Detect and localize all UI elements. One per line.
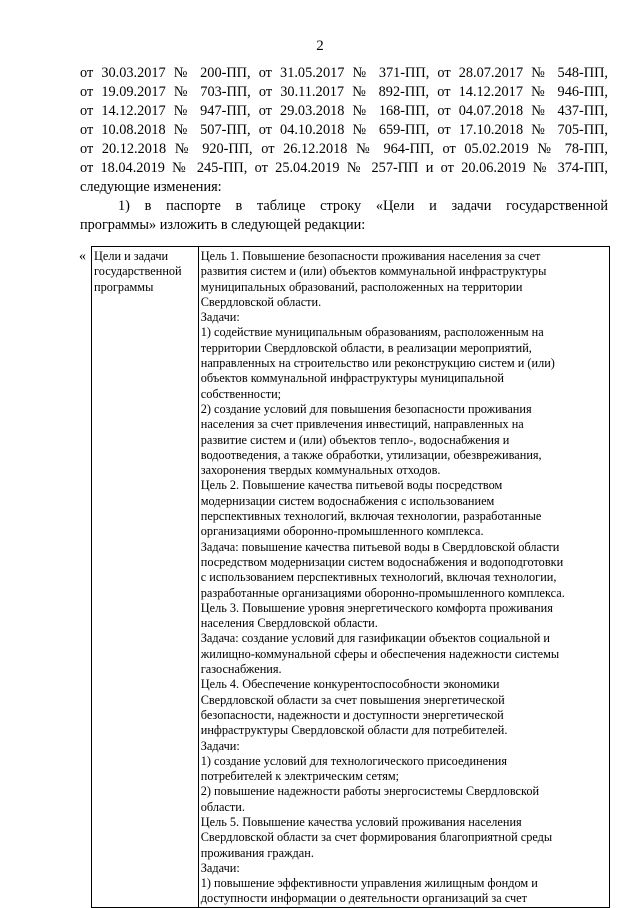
- content-line: развития систем и (или) объектов коммунальной инфраструктуры: [200, 264, 547, 279]
- row-header-line: Цели и задачи: [94, 249, 169, 263]
- content-line: объектов коммунальной инфраструктуры муниципальной: [200, 371, 504, 386]
- intro-line: следующие изменения:: [80, 179, 222, 195]
- content-line: проживания граждан.: [200, 845, 314, 860]
- content-line: Цель 5. Повышение качества условий проживания населения: [200, 814, 522, 829]
- content-line: Свердловской области за счет повышения энергетической: [200, 692, 505, 707]
- content-line: 2) создание условий для повышения безопасности проживания: [200, 401, 532, 416]
- content-line: Цель 1. Повышение безопасности проживания населения за счет: [200, 249, 541, 263]
- content-line: собственности;: [200, 386, 282, 401]
- content-line: Цель 4. Обеспечение конкурентоспособности экономики: [200, 677, 500, 692]
- content-line: области.: [200, 799, 245, 814]
- content-line: направленных на строительство или реконструкцию систем и (или): [200, 356, 555, 371]
- content-line: Задача: повышение качества питьевой воды в Свердловской области: [200, 539, 560, 554]
- intro-paragraph: [80, 64, 608, 235]
- content-line: разработанные организациями оборонно-промышленного комплекса.: [200, 585, 565, 600]
- content-line: Свердловской области за счет формирования благоприятной среды: [200, 830, 553, 845]
- content-line: безопасности, надежности и доступности энергетической: [200, 707, 504, 722]
- content-line: Задачи:: [200, 310, 240, 325]
- item-1-line: программы» изложить в следующей редакции:: [80, 217, 366, 233]
- content-line: Задачи:: [200, 738, 240, 753]
- content-line: развитие систем и (или) объектов тепло-, водоснабжения и: [200, 432, 510, 447]
- row-header-line: государственной: [94, 264, 182, 279]
- content-line: жилищно-коммунальной сферы и обеспечения надежности системы: [200, 646, 560, 661]
- content-line: посредством модернизации систем водоснабжения и водоподготовки: [200, 554, 564, 569]
- intro-line: от 20.12.2018 № 920-ПП, от 26.12.2018 № 964-ПП, от 05.02.2019 № 78-ПП,: [80, 141, 608, 157]
- opening-quote: «: [79, 249, 86, 264]
- content-line: потребителей к электрическим сетям;: [200, 769, 400, 784]
- content-line: водоотведения, а также обработки, утилизации, обезвреживания,: [200, 447, 542, 462]
- content-line: организациями оборонно-промышленного комплекса.: [200, 524, 484, 539]
- content-line: Цель 2. Повышение качества питьевой воды посредством: [200, 478, 503, 493]
- content-line: Свердловской области.: [200, 294, 322, 309]
- content-line: модернизации систем водоснабжения с использованием: [200, 493, 495, 508]
- intro-line: от 14.12.2017 № 947-ПП, от 29.03.2018 № 168-ПП, от 04.07.2018 № 437-ПП,: [80, 103, 608, 119]
- content-line: муниципальных образований, расположенных на территории: [200, 279, 523, 294]
- intro-line: от 18.04.2019 № 245-ПП, от 25.04.2019 № 257-ПП и от 20.06.2019 № 374-ПП,: [80, 160, 608, 176]
- table-row: [92, 247, 610, 908]
- intro-line: от 19.09.2017 № 703-ПП, от 30.11.2017 № 892-ПП, от 14.12.2017 № 946-ПП,: [80, 84, 608, 100]
- content-line: населения за счет привлечения инвестиций, направленных на: [200, 417, 524, 432]
- content-line: 1) повышение эффективности управления жилищным фондом и: [200, 876, 538, 891]
- content-line: Задача: создание условий для газификации объектов социальной и: [200, 631, 550, 646]
- content-line: инфраструктуры Свердловской области для потребителей.: [200, 723, 508, 738]
- intro-line: от 30.03.2017 № 200-ПП, от 31.05.2017 № 371-ПП, от 28.07.2017 № 548-ПП,: [80, 65, 608, 81]
- item-1-line: 1) в паспорте в таблице строку «Цели и задачи государственной: [118, 198, 608, 214]
- content-line: перспективных технологий, включая технологии, разработанные: [200, 509, 542, 524]
- program-goals-table: [91, 246, 610, 908]
- content-line: Цель 3. Повышение уровня энергетического комфорта проживания: [200, 600, 553, 615]
- content-line: 2) повышение надежности работы энергосистемы Свердловской: [200, 784, 540, 799]
- content-line: 1) создание условий для технологического присоединения: [200, 753, 507, 768]
- page-number: 2: [316, 38, 324, 54]
- content-line: доступности информации о деятельности организаций за счет: [200, 891, 527, 906]
- content-line: населения Свердловской области.: [200, 616, 378, 631]
- row-header-cell: [92, 247, 199, 908]
- content-line: захоронения твердых коммунальных отходов.: [200, 463, 441, 478]
- content-line: 1) содействие муниципальным образованиям, расположенным на: [200, 325, 544, 340]
- intro-line: от 10.08.2018 № 507-ПП, от 04.10.2018 № 659-ПП, от 17.10.2018 № 705-ПП,: [80, 122, 608, 138]
- row-content-cell: [198, 247, 609, 908]
- content-line: территории Свердловской области, в реализации мероприятий,: [200, 340, 532, 355]
- content-line: газоснабжения.: [200, 662, 282, 677]
- content-line: с использованием перспективных технологий, включая технологии,: [200, 570, 557, 585]
- row-header-line: программы: [94, 279, 154, 294]
- content-line: Задачи:: [200, 860, 240, 875]
